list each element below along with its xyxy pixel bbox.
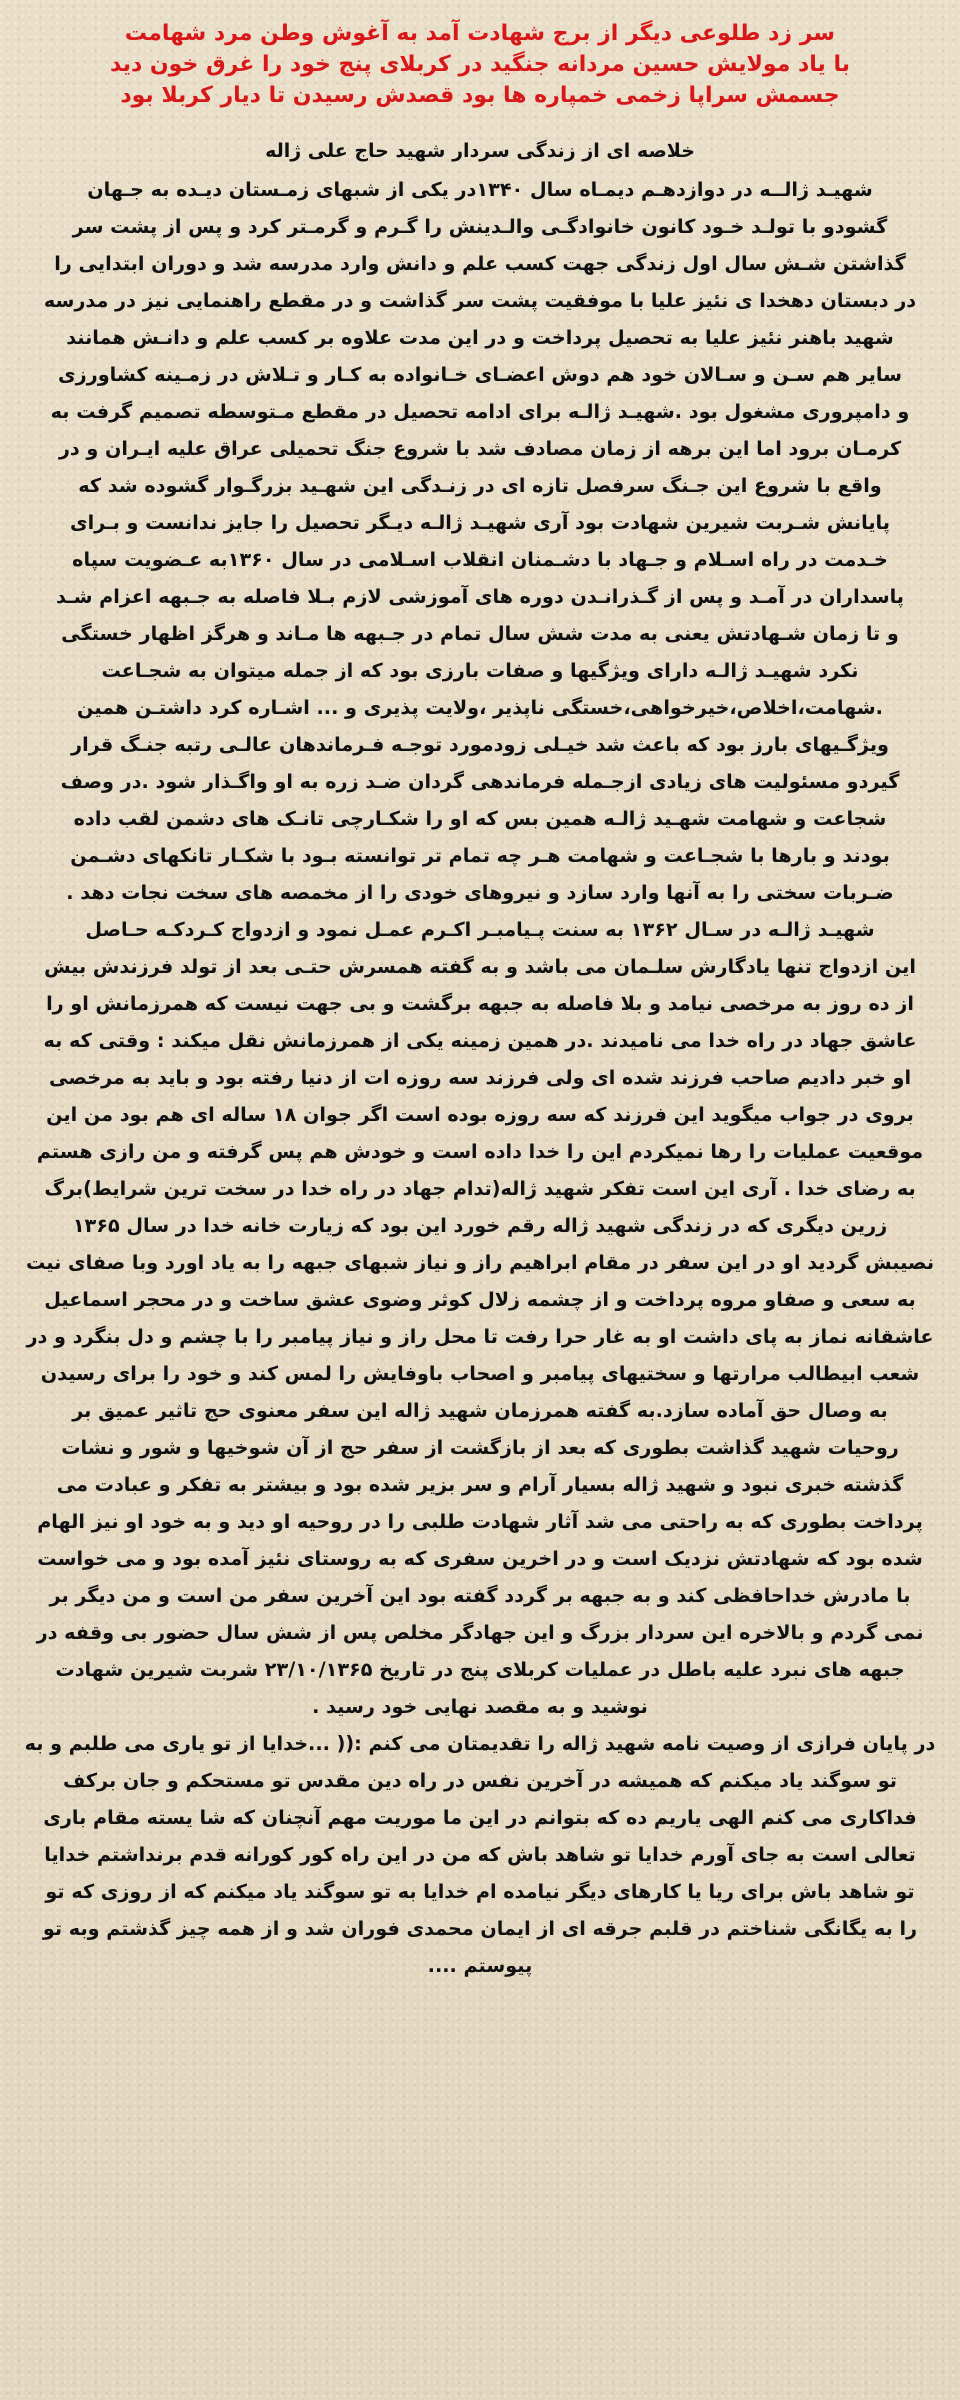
article-line: سایر هم سـن و سـالان خود هم دوش اعضـای خـانواده به کـار و تـلاش در زمـینه کشاورزی [58,363,902,386]
poem-header [18,18,942,111]
article-line: موقعیت عملیات را رها نمیکردم این را خدا داده است و خودش هم پس گرفته و من رازی هستم [36,1140,924,1163]
article-line: نوشید و به مقصد نهایی خود رسید . [312,1695,648,1718]
article-line: عاشقانه نماز به پای داشت او به غار حرا رفت تا محل راز و نیاز پیامبر را با چشم و دل بنگرد و در [26,1325,934,1348]
article-line: بروی در جواب میگوید این فرزند که سه روزه بوده است اگر جوان ۱۸ ساله ای هم بود من این [46,1103,914,1126]
article-line: شده بود که شهادتش نزدیک است و در اخرین سفری که به روستای نئیز آمده بود و می خواست [37,1547,923,1570]
article-line: و تا زمان شـهادتش یعنی به مدت شش سال تمام در جـبهه ها مـاند و هرگز اظهار خستگی [61,622,899,645]
article-line: ویژگـیهای بارز بود که باعث شد خیـلی زودمورد توجـه فـرماندهان عالـی رتبه جنـگ قرار [71,733,889,756]
poem-verse: سر زد طلوعی دیگر از برج شهادت آمد به آغوش وطن مرد شهامت [124,21,836,46]
article-line: عاشق جهاد در راه خدا می نامیدند .در همین زمینه یکی از همرزمانش نقل میکند : وقتی که به [43,1029,917,1052]
article-line: خـدمت در راه اسـلام و جـهاد با دشـمنان انقلاب اسـلامی در سال ۱۳۶۰به عـضویت سپاه [72,548,888,571]
will-line: در پایان فرازی از وصیت نامه شهید ژاله را تقدیمتان می کنم :(( ...خدایا از تو یاری می طلبم و به [24,1732,936,1755]
article-line: پاسداران در آمـد و پس از گـذرانـدن دوره های آموزشی لازم بـلا فاصله به جـبهه اعزام شـد [55,585,905,608]
article-line: شهید باهنر نئیز علیا به تحصیل پرداخت و در این مدت علاوه بر کسب علم و دانـش همانند [66,326,894,349]
article-title: خلاصه ای از زندگی سردار شهید حاج علی ژاله [265,140,695,162]
article-line: به رضای خدا . آری این است تفکر شهید ژاله(تدام جهاد در راه خدا در سخت ترین شرایط)برگ [44,1177,916,1200]
article-line: شهیـد ژالــه در دوازدهـم دیمـاه سال ۱۳۴۰در یکی از شبهای زمـستان دیـده به جـهان [87,178,873,201]
article-line: روحیات شهید گذاشت بطوری که بعد از بازگشت از سفر حج از آن شوخیها و شور و نشات [61,1436,899,1459]
article-line: پرداخت بطوری که به راحتی می شد آثار شهادت طلبی را در روحیه او دید و به خود او نیز الهام [37,1510,923,1533]
article-line: این ازدواج تنها یادگارش سلـمان می باشد و به گفته همسرش حتـی بعد از تولد فرزندش بیش [44,955,916,978]
article-line: بودند و بارها با شجـاعت و شهامت هـر چه تمام تر توانسته بـود با شکـار تانکهای دشـمن [70,844,890,867]
poem-verse: جسمش سراپا زخمی خمپاره ها بود قصدش رسیدن تا دیار کربلا بود [120,83,840,108]
article-line: او خبر دادیم صاحب فرزند شده ای ولی فرزند سه روزه ات از دنیا رفته بود و باید به مرخصی [48,1066,912,1089]
article-line: گیردو مسئولیت های زیادی ازجـمله فرماندهی گردان ضـد زره به او واگـذار شود .در وصف [60,770,900,793]
article-line: شعب ابیطالب مرارتها و سختیهای پیامبر و اصحاب باوفایش را لمس کند و خود را برای رسیدن [40,1362,920,1385]
poem-verse: با یاد مولایش حسین مردانه جنگید در کربلای پنج خود را غرق خون دید [109,52,850,77]
article-body [18,171,942,1725]
will-line: پیوستم .... [427,1954,533,1977]
article-line: شهیـد ژالـه در سـال ۱۳۶۲ به سنت پـیامبـر اکـرم عمـل نمود و ازدواج کـردکـه حـاصل [85,918,875,941]
article-line: واقع با شروع این جـنگ سرفصل تازه ای در زنـدگی این شهـید بزرگـوار گشوده شد که [78,474,882,497]
will-line: تو سوگند یاد میکنم که همیشه در آخرین نفس در راه دین مقدس تو مستحکم و جان برکف [63,1769,897,1792]
article-line: شجاعت و شهامت شهـید ژالـه همین بس که او را شکـارچی تانـک های دشمن لقب داده [73,807,887,830]
article-line: نصیبش گردید او در این سفر در مقام ابراهیم راز و نیاز شبهای جبهه را به یاد اورد وبا صفای نیت [25,1251,935,1274]
article-line: از ده روز به مرخصی نیامد و بلا فاصله به جبهه برگشت و بی جهت نیست که همرزمانش او را [46,992,914,1015]
article-line: به وصال حق آماده سازد.به گفته همرزمان شهید ژاله این سفر معنوی حج تاثیر عمیق بر [72,1399,888,1422]
article-line: در دبستان دهخدا ی نئیز علیا با موفقیت پشت سر گذاشت و در مقطع راهنمایی نیز در مدرسه [43,289,917,312]
article-line: گذاشتن شـش سال اول زندگی جهت کسب علم و دانش وارد مدرسه شد و دوران ابتدایی را [54,252,906,275]
article-line: گذشته خبری نبود و شهید ژاله بسیار آرام و سر بزیر شده بود و بیشتر به تفکر و عبادت می [56,1473,904,1496]
article-line: گشودو با تولـد خـود کانون خانوادگـی والـدینش را گـرم و گرمـتر کرد و پس از پشت سر [72,215,888,238]
article-line: به سعی و صفاو مروه پرداخت و از چشمه زلال کوثر وضوی عشق ساخت و در محجر اسماعیل [44,1288,916,1311]
article-line: پایانش شـربت شیرین شهادت بود آری شهیـد ژالـه دیـگر تحصیل را جایز ندانست و بـرای [70,511,890,534]
will-line: تعالی است به جای آورم خدایا تو شاهد باش که من در این راه کور کورانه قدم برنداشتم خدایا [44,1843,916,1866]
article-line: نمی گردم و بالاخره این سردار بزرگ و این جهادگر مخلص پس از شش سال حضور بی وقفه در [36,1621,924,1644]
article-line: جبهه های نبرد علیه باطل در عملیات کربلای پنج در تاریخ ۲۳/۱۰/۱۳۶۵ شربت شیرین شهادت [55,1658,905,1681]
article-line: نکرد شهیـد ژالـه دارای ویژگیها و صفات بارزی بود که از جمله میتوان به شجـاعت [101,659,859,682]
article-line: ضـربات سختی را به آنها وارد سازد و نیروهای خودی را از مخمصه های سخت نجات دهد . [66,881,894,904]
article-line: زرین دیگری که در زندگی شهید ژاله رقم خورد این بود که زیارت خانه خدا در سال ۱۳۶۵ [72,1214,888,1237]
article-line: با مادرش خداحافظی کند و به جبهه بر گردد گفته بود این آخرین سفر من است و من دیگر بر [49,1584,911,1607]
will-excerpt [18,1725,942,1984]
will-line: فداکاری می کنم الهی یاریم ده که بتوانم در این ما موریت مهم آنچنان که شا یسته مقام باری [43,1806,917,1829]
article-line: .شهامت،اخلاص،خیرخواهی،خستگی ناپذیر ،ولایت پذیری و ... اشـاره کرد داشتـن همین [77,696,883,719]
article-line: و دامپروری مشغول بود .شهیـد ژالـه برای ادامه تحصیل در مقطع مـتوسطه تصمیم گرفت به [50,400,910,423]
article-line: کرمـان برود اما این برهه از زمان مصادف شد با شروع جنگ تحمیلی عراق علیه ایـران و در [58,437,902,460]
will-line: را به یگانگی شناختم در قلبم جرقه ای از ایمان محمدی فوران شد و از همه چیز گذشتم وبه تو [42,1917,918,1940]
will-line: تو شاهد باش برای ریا یا کارهای دیگر نیامده ام خدایا به تو سوگند یاد میکنم که از روزی که تو [45,1880,915,1903]
